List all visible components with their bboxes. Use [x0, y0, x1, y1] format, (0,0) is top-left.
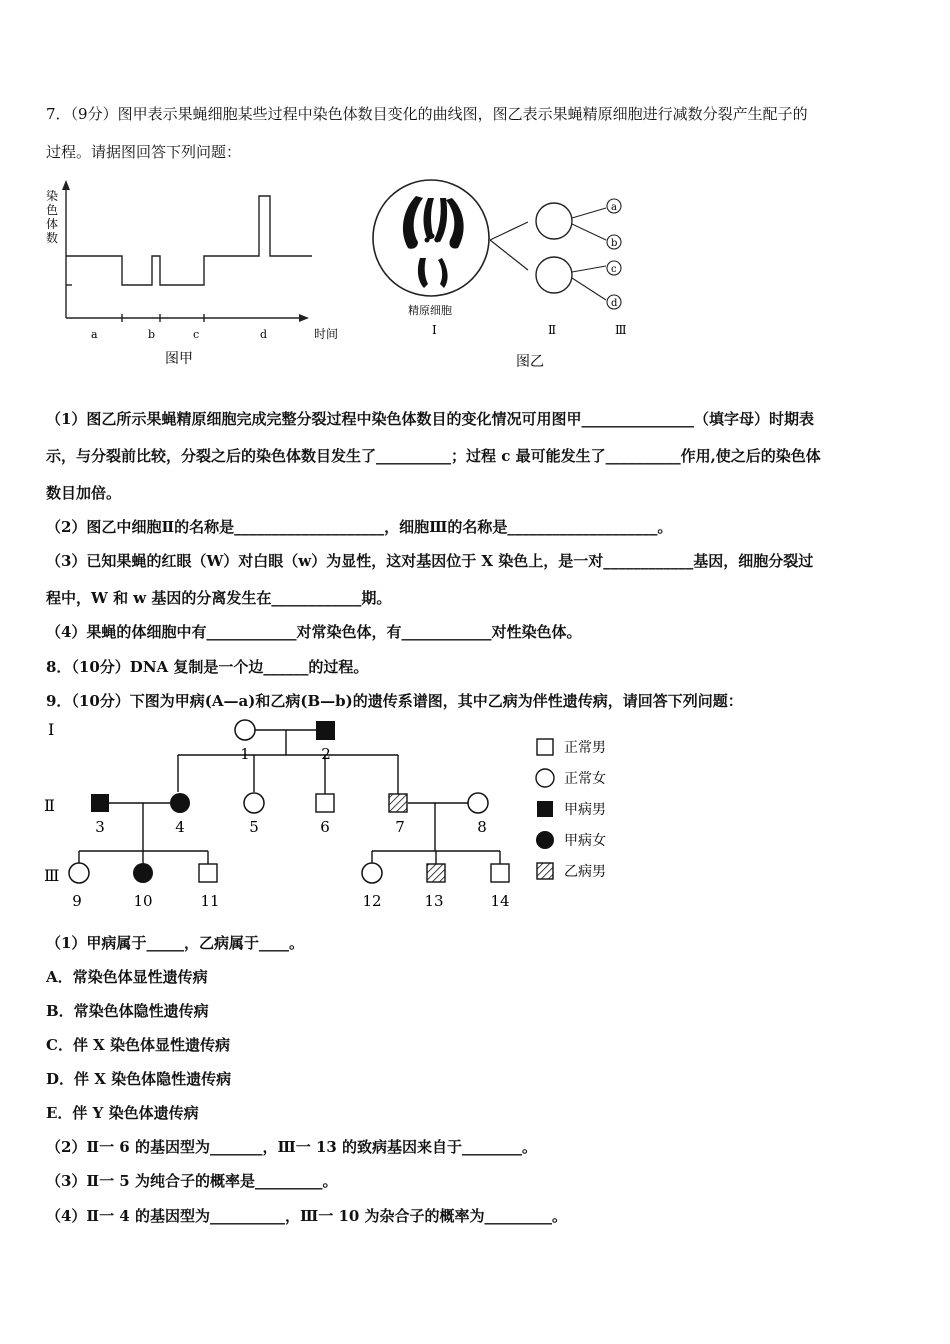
- x-axis-label: 时间: [314, 327, 339, 341]
- individual-3-affected-male: [91, 794, 109, 812]
- legend-yi-male: 乙病男: [564, 864, 606, 880]
- label-2: 2: [321, 745, 331, 763]
- q9-sub3: （3）Ⅱ一 5 为纯合子的概率是_________。: [46, 1172, 338, 1190]
- individual-14-normal-male: [491, 864, 509, 882]
- figure-yi-caption: 图乙: [516, 354, 544, 370]
- generation-i: Ⅰ: [48, 720, 55, 739]
- label-6: 6: [320, 818, 330, 836]
- individual-6-normal-male: [316, 794, 334, 812]
- label-5: 5: [249, 818, 259, 836]
- legend-normal-male: 正常男: [564, 740, 606, 756]
- individual-7-yi-male: [389, 794, 407, 812]
- label-11: 11: [200, 892, 220, 910]
- individual-4-affected-female: [170, 793, 190, 813]
- q9-option-d: D．伴 X 染色体隐性遗传病: [46, 1070, 232, 1088]
- individual-1-normal-female: [235, 720, 255, 740]
- legend-jia-female: 甲病女: [564, 833, 606, 849]
- legend-normal-male-symbol: [537, 739, 553, 755]
- label-9: 9: [72, 892, 82, 910]
- x-tick-c: c: [193, 328, 200, 341]
- legend-yi-male-symbol: [537, 863, 553, 879]
- x-tick-a: a: [91, 328, 98, 341]
- x-tick-b: b: [148, 328, 156, 341]
- individual-12-normal-female: [362, 863, 382, 883]
- individual-9-normal-female: [69, 863, 89, 883]
- y-label-char: 体: [46, 217, 59, 231]
- q9-option-c: C．伴 X 染色体显性遗传病: [46, 1036, 231, 1054]
- q9-sub1: （1）甲病属于_____，乙病属于____。: [46, 934, 304, 952]
- label-3: 3: [95, 818, 105, 836]
- x-tick-d: d: [260, 328, 268, 341]
- individual-13-yi-male: [427, 864, 445, 882]
- individual-8-normal-female: [468, 793, 488, 813]
- q7-part1-line1: （1）图乙所示果蝇精原细胞完成完整分裂过程中染色体数目的变化情况可用图甲_______________（填字母）时期表: [46, 410, 814, 428]
- y-label-char: 色: [46, 203, 59, 217]
- label-7: 7: [395, 818, 405, 836]
- q7-stem-line2: 过程。请据图回答下列问题：: [46, 143, 242, 161]
- spermatogonium-label: 精原细胞: [408, 304, 452, 317]
- gamete-c: c: [611, 264, 617, 275]
- legend-jia-male: 甲病男: [564, 802, 606, 818]
- label-14: 14: [490, 892, 510, 910]
- gamete-a: a: [611, 202, 617, 213]
- q7-part1-line3: 数目加倍。: [46, 484, 122, 502]
- q9-option-a: A．常染色体显性遗传病: [46, 968, 208, 986]
- q7-part2: （2）图乙中细胞Ⅱ的名称是____________________，细胞Ⅲ的名称是____________________。: [46, 518, 673, 536]
- label-4: 4: [175, 818, 185, 836]
- y-label-char: 染: [46, 189, 59, 203]
- legend-normal-female-symbol: [536, 769, 554, 787]
- individual-5-normal-female: [244, 793, 264, 813]
- q9-option-e: E．伴 Y 染色体遗传病: [46, 1104, 199, 1122]
- figure-jia-chart: [44, 178, 349, 373]
- q7-part4: （4）果蝇的体细胞中有____________对常染色体，有____________对性染色体。: [46, 623, 582, 641]
- q8-stem: 8．（10分）DNA 复制是一个边______的过程。: [46, 658, 369, 676]
- q9-sub4: （4）Ⅱ一 4 的基因型为__________，Ⅲ一 10 为杂合子的概率为_________。: [46, 1207, 568, 1225]
- individual-11-normal-male: [199, 864, 217, 882]
- legend-normal-female: 正常女: [564, 771, 606, 787]
- chromosome-curve: [66, 196, 312, 285]
- stage-label-ii: Ⅱ: [548, 323, 557, 337]
- q7-stem-line1: 7．（9分）图甲表示果蝇细胞某些过程中染色体数目变化的曲线图，图乙表示果蝇精原细胞进行减数分裂产生配子的: [46, 105, 808, 123]
- label-1: 1: [240, 745, 250, 763]
- q9-sub2: （2）Ⅱ一 6 的基因型为_______，Ⅲ一 13 的致病基因来自于________。: [46, 1138, 538, 1156]
- q7-part1-line2: 示，与分裂前比较，分裂之后的染色体数目发生了__________；过程 c 最可能发生了__________作用,使之后的染色体: [46, 447, 821, 465]
- cell-ii-top: [536, 203, 572, 239]
- stage-label-i: Ⅰ: [432, 323, 437, 337]
- generation-ii: Ⅱ: [44, 796, 55, 815]
- figure-yi-diagram: [368, 178, 638, 376]
- legend-jia-female-symbol: [536, 831, 554, 849]
- q7-part3-line1: （3）已知果蝇的红眼（W）对白眼（w）为显性，这对基因位于 X 染色上，是一对____________基因，细胞分裂过: [46, 552, 814, 570]
- figure-jia-caption: 图甲: [165, 351, 193, 367]
- label-8: 8: [477, 818, 487, 836]
- q7-part3-line2: 程中，W 和 w 基因的分离发生在____________期。: [46, 589, 392, 607]
- label-10: 10: [133, 892, 153, 910]
- pedigree-chart: [40, 715, 640, 915]
- q9-stem: 9．（10分）下图为甲病(A—a)和乙病(B—b)的遗传系谱图，其中乙病为伴性遗传病，请回答下列问题：: [46, 692, 743, 710]
- q9-option-b: B．常染色体隐性遗传病: [46, 1002, 209, 1020]
- cell-ii-bottom: [536, 257, 572, 293]
- pedigree-legend: [536, 739, 606, 880]
- individual-10-affected-female: [133, 863, 153, 883]
- gamete-d: d: [611, 298, 618, 309]
- generation-iii: Ⅲ: [44, 866, 60, 885]
- label-13: 13: [424, 892, 444, 910]
- gamete-b: b: [611, 238, 618, 249]
- legend-jia-male-symbol: [537, 801, 553, 817]
- spermatogonium-cell: [373, 180, 489, 296]
- y-label-char: 数: [46, 231, 59, 245]
- label-12: 12: [362, 892, 382, 910]
- stage-label-iii: Ⅲ: [615, 323, 627, 337]
- individual-2-affected-male: [316, 721, 335, 740]
